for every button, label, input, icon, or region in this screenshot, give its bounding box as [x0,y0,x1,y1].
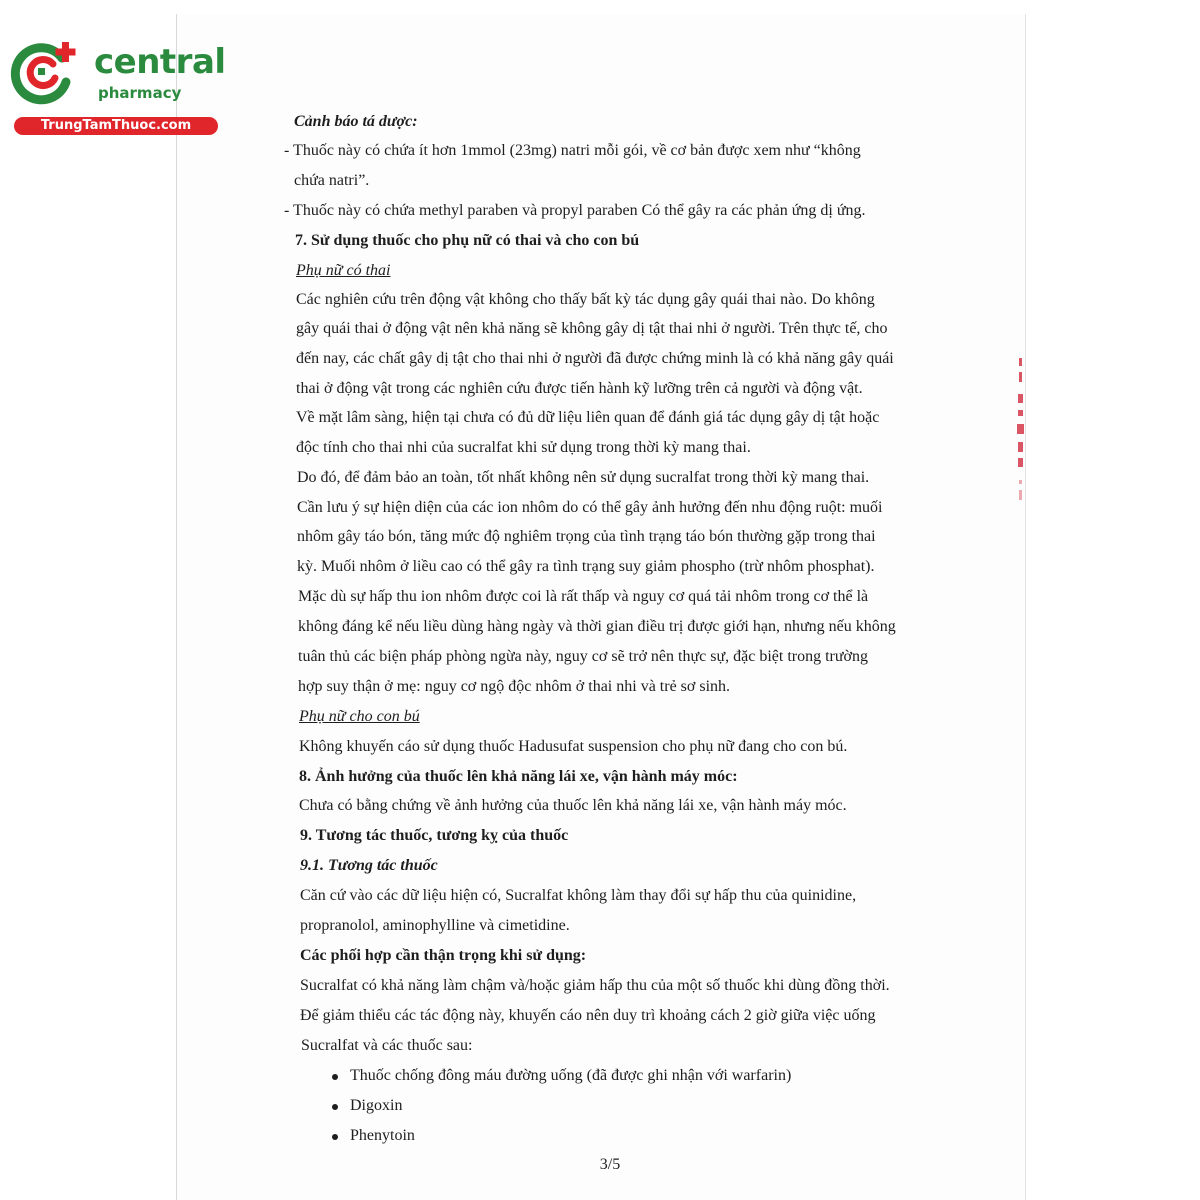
pregnant-subheading: Phụ nữ có thai [296,262,391,279]
bullet-item: Digoxin [350,1097,403,1114]
stamp-marks-icon [1014,356,1028,506]
pregnant-line: hợp suy thận ở mẹ: nguy cơ ngộ độc nhôm ở thai nhi và trẻ sơ sinh. [298,678,731,695]
section-9-1-line: Căn cứ vào các dữ liệu hiện có, Sucralfat không làm thay đổi sự hấp thu của quinidine, [300,887,857,904]
section-8-heading: 8. Ảnh hưởng của thuốc lên khả năng lái xe, vận hành máy móc: [299,768,738,785]
brand-url[interactable]: TrungTamThuoc.com [14,117,218,135]
bullet-dot [332,1134,338,1140]
section-7-heading: 7. Sử dụng thuốc cho phụ nữ có thai và cho con bú [295,232,640,249]
pregnant-line: thai ở động vật trong các nghiên cứu được tiến hành kỹ lưỡng trên cả người và động vật. [296,380,863,397]
bullet-item: Phenytoin [350,1127,415,1144]
pregnant-line: kỳ. Muối nhôm ở liều cao có thể gây ra tình trạng suy giảm phospho (trừ nhôm phosphat). [297,558,875,575]
section-9-1-heading: 9.1. Tương tác thuốc [300,857,438,874]
caution-line: Sucralfat và các thuốc sau: [301,1037,473,1054]
section-8-text: Chưa có bằng chứng về ảnh hưởng của thuốc lên khả năng lái xe, vận hành máy móc. [299,797,847,814]
pregnant-line: Các nghiên cứu trên động vật không cho thấy bất kỳ tác dụng gây quái thai nào. Do không [296,291,875,308]
excipient-line-1a: - Thuốc này có chứa ít hơn 1mmol (23mg) natri mỗi gói, về cơ bản được xem như “không [284,142,861,159]
pregnant-line: tuân thủ các biện pháp phòng ngừa này, nguy cơ sẽ trở nên thực sự, đặc biệt trong trường [298,648,868,665]
pregnant-line: gây quái thai ở động vật nên khả năng sẽ không gây dị tật thai nhi ở người. Trên thực tế, cho [296,320,888,337]
bullet-dot [332,1104,338,1110]
pregnant-line: Do đó, để đảm bảo an toàn, tốt nhất không nên sử dụng sucralfat trong thời kỳ mang thai. [297,469,870,486]
breastfeeding-subheading: Phụ nữ cho con bú [299,708,420,725]
section-9-1-line: propranolol, aminophylline và cimetidine. [300,917,570,934]
pregnant-line: không đáng kể nếu liều dùng hàng ngày và thời gian điều trị được giới hạn, nhưng nếu không [298,618,896,635]
bullet-item: Thuốc chống đông máu đường uống (đã được ghi nhận với warfarin) [350,1067,792,1084]
margin-stamp-mark [1014,356,1028,511]
caution-heading: Các phối hợp cần thận trọng khi sử dụng: [300,947,587,964]
excipient-line-2: - Thuốc này có chứa methyl paraben và propyl paraben Có thể gây ra các phản ứng dị ứng. [284,202,866,219]
page-number: 3/5 [599,1156,621,1173]
pregnant-line: nhôm gây táo bón, tăng mức độ nghiêm trọng của tình trạng táo bón thường gặp trong thai [297,528,876,545]
caution-line: Để giảm thiểu các tác động này, khuyến cáo nên duy trì khoảng cách 2 giờ giữa việc uống [300,1007,876,1024]
pregnant-line: Về mặt lâm sàng, hiện tại chưa có đủ dữ liệu liên quan để đánh giá tác dụng gây dị tật hoặc [296,409,880,426]
pregnant-line: đến nay, các chất gây dị tật cho thai nhi ở người đã được chứng minh là có khả năng gây quái [296,350,894,367]
breastfeeding-text: Không khuyến cáo sử dụng thuốc Hadusufat suspension cho phụ nữ đang cho con bú. [299,738,848,755]
pregnant-line: độc tính cho thai nhi của sucralfat khi sử dụng trong thời kỳ mang thai. [296,439,751,456]
pharmacy-cross-icon [10,38,78,106]
central-pharmacy-logo[interactable] [10,36,226,136]
excipient-line-1b: chứa natri”. [294,172,370,189]
bullet-dot [332,1074,338,1080]
section-9-heading: 9. Tương tác thuốc, tương kỵ của thuốc [300,827,569,844]
pregnant-line: Cần lưu ý sự hiện diện của các ion nhôm do có thể gây ảnh hưởng đến nhu động ruột: muối [297,499,883,516]
pregnant-line: Mặc dù sự hấp thu ion nhôm được coi là rất thấp và nguy cơ quá tải nhôm trong cơ thể là [298,588,869,605]
brand-name: central [94,42,226,82]
excipient-heading: Cảnh báo tá dược: [294,113,418,130]
brand-subtitle: pharmacy [98,84,182,102]
caution-line: Sucralfat có khả năng làm chậm và/hoặc giảm hấp thu của một số thuốc khi dùng đồng thời. [300,977,890,994]
